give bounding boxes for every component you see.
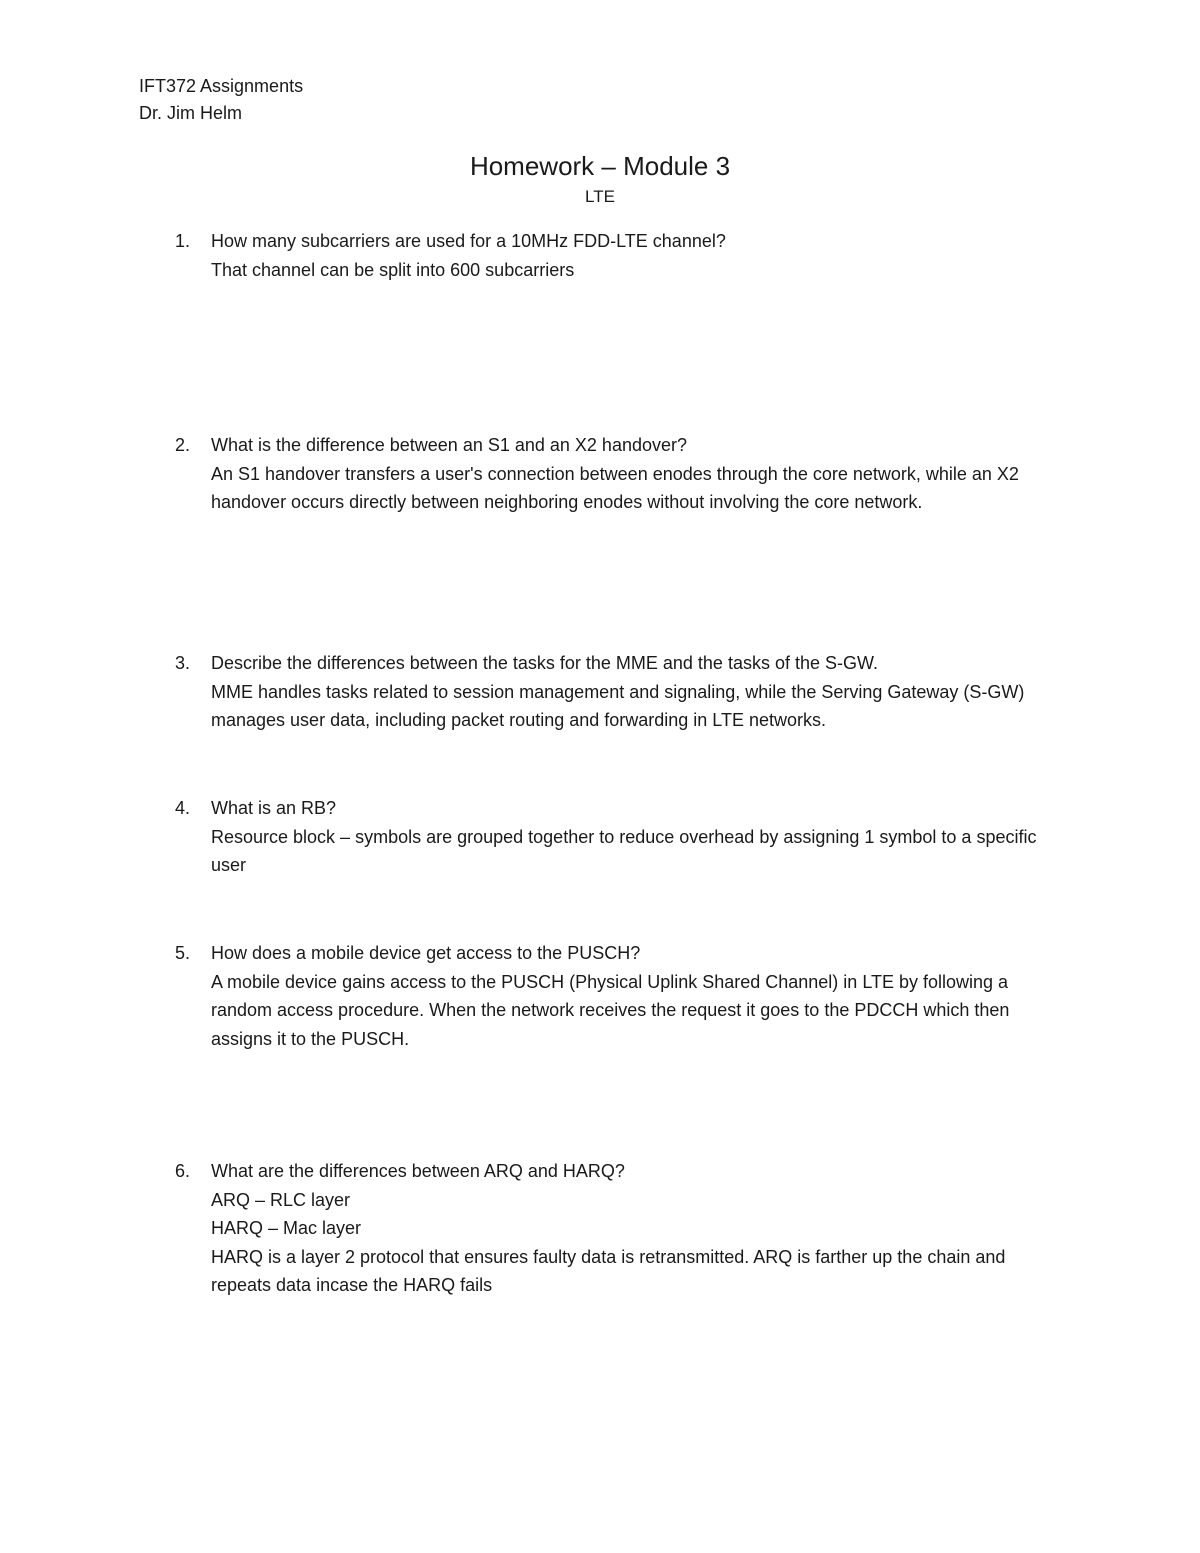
- answer-text: HARQ is a layer 2 protocol that ensures faulty data is retransmitted. ARQ is farther up the chain and repeats data incase the HARQ fails: [211, 1246, 1006, 1295]
- question-text: How does a mobile device get access to the PUSCH?: [211, 943, 641, 963]
- question-body: [211, 794, 1061, 880]
- document-title: Homework – Module 3: [469, 151, 731, 181]
- question-body: [211, 1157, 1061, 1300]
- answer-text: MME handles tasks related to session management and signaling, while the Serving Gateway (S-GW) manages user data, including packet routing and forwarding in LTE networks.: [211, 681, 1025, 730]
- answer-text: An S1 handover transfers a user's connection between enodes through the core network, while an X2 handover occurs directly between neighboring enodes without involving the core network.: [211, 463, 1019, 512]
- instructor-name: Dr. Jim Helm: [139, 103, 242, 123]
- question-text: What is the difference between an S1 and an X2 handover?: [211, 435, 687, 455]
- document-subtitle: LTE: [585, 187, 615, 206]
- question-text: How many subcarriers are used for a 10MHz FDD-LTE channel?: [211, 231, 726, 251]
- course-name: IFT372 Assignments: [139, 76, 304, 96]
- question-number: 5.: [175, 943, 191, 963]
- question-text: Describe the differences between the tasks for the MME and the tasks of the S-GW.: [211, 653, 878, 673]
- question-text: What is an RB?: [211, 798, 337, 818]
- answer-text: That channel can be split into 600 subcarriers: [211, 259, 575, 280]
- question-number: 3.: [175, 653, 191, 673]
- answer-text: Resource block – symbols are grouped together to reduce overhead by assigning 1 symbol to a specific user: [211, 826, 1037, 875]
- answer-line-arq: ARQ – RLC layer: [211, 1189, 351, 1210]
- answer-line-harq: HARQ – Mac layer: [211, 1218, 362, 1238]
- question-number: 4.: [175, 798, 191, 818]
- question-number: 1.: [175, 231, 191, 251]
- question-number: 6.: [175, 1161, 191, 1181]
- answer-text: A mobile device gains access to the PUSCH (Physical Uplink Shared Channel) in LTE by following a random access procedure. When the network receives the request it goes to the PDCCH which then assigns it to the PUSCH.: [211, 971, 1010, 1049]
- question-number: 2.: [175, 435, 191, 455]
- question-body: [211, 649, 1061, 735]
- question-body: [211, 227, 1061, 284]
- question-body: [211, 431, 1061, 517]
- question-text: What are the differences between ARQ and HARQ?: [211, 1161, 625, 1181]
- question-body: [211, 939, 1061, 1053]
